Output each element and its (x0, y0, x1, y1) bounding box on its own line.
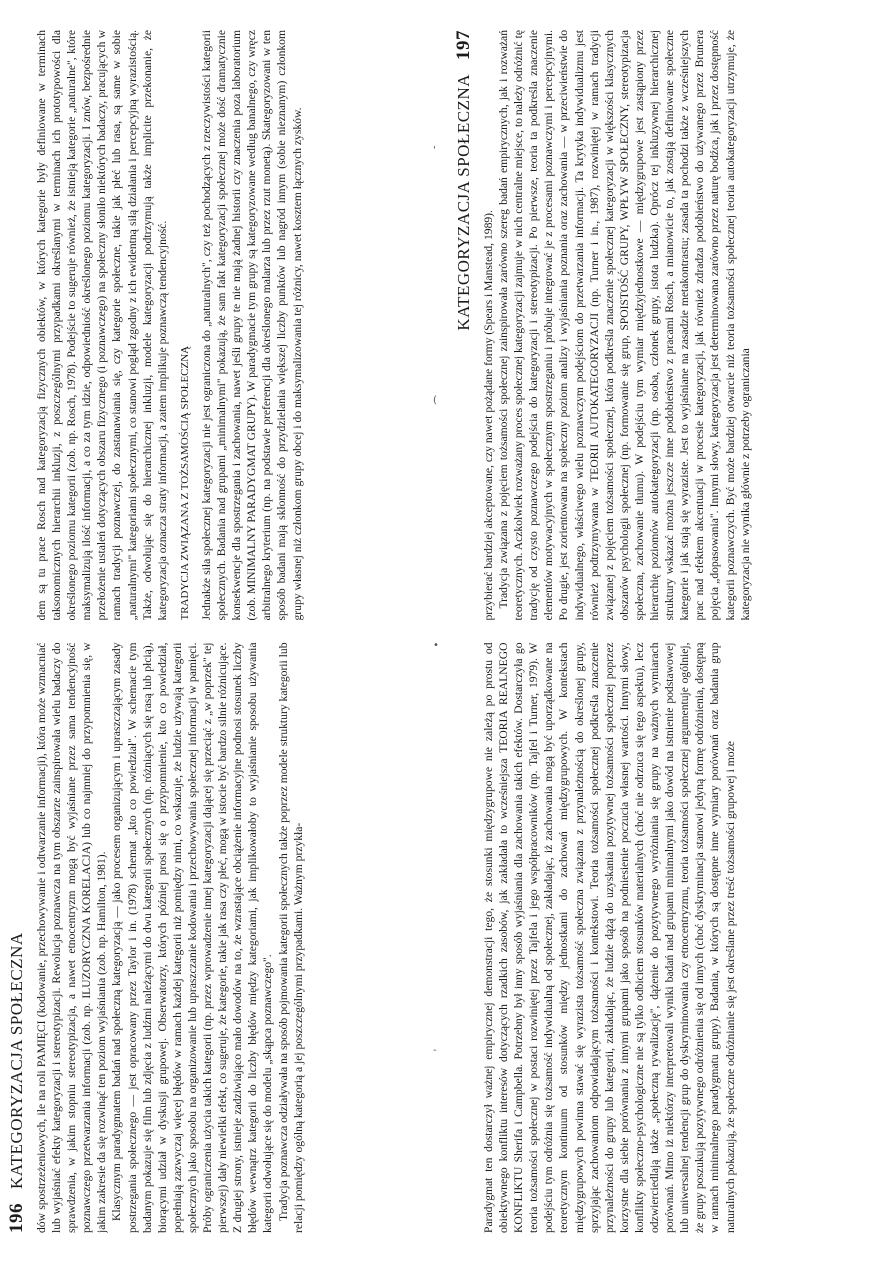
text-columns (481, 30, 885, 1233)
paragraph: Klasycznym paradygmatem badań nad społeczną kategoryzacją — jako procesem organizującym i upraszczającym zasady postrzegania społecznego — jest opracowany przez Taylor i in. (1978) schemat „kto co powiedział". W schemacie tym badanym pokazuje się film lub zdjęcia z ludźmi należącymi do dwu kategorii społecznych (np. różniących się rasą lub płcią), biorącymi udział w dyskusji grupowej. Obserwatorzy, których później prosi się o przypomnienie, kto co powiedział, popełniają zazwyczaj więcej błędów w ramach każdej kategorii niż pomiędzy nimi, co wskazuje, że ludzie używają kategorii społecznych jako sposobu na organizowanie lub upraszczanie kodowania i przechowywania społecznej informacji w pamięci. Próby ograniczenia użycia takich kategorii (np. przez wprowadzenie innej kategoryzacji dającej się przeciąć z „w poprzek" tej pierwszej) dały niewielki efekt, co sugeruje, że kategorie, takie jak rasa czy płeć, mogą w istocie być bardzo silnie różnicujące. Z drugiej strony, istnieje zadziwiająco mało dowodów na to, że wzrastające obciążenie informacyjne podnosi stosunek liczby błędów wewnątrz kategorii do liczby błędów między kategoriami, jak implikowałoby to wyjaśnianie sposobu używania kategorii odwołujące się do modelu „skąpca poznawczego". (110, 642, 275, 1233)
gutter-mark: ( (433, 395, 437, 406)
page-number: 197 (453, 30, 474, 60)
paragraph: Paradygmat ten dostarczył ważnej empirycznej demonstracji tego, że stosunki międzygrupowe nie zależą po prostu od obiektywnego konfliktu interesów dotyczących rzadkich zasobów, jak zakładała to wcześniejsza TEORIA REALNEGO KONFLIKTU Sherifa i Campbella. Potrzebny był inny sposób wyjaśniania dla zachowania takich efektów. Dostarczyła go teoria tożsamości społecznej w postaci rozwiniętej przez Tajfela i jego współpracowników (np. Tajfel i Turner, 1979). W podejściu tym odróżnia się tożsamość indywidualną od społecznej, zakładając, iż zachowania mogą być uporządkowane na teoretycznym kontinuum od stosunków między jednostkami do zachowań międzygrupowych. W kontekstach międzygrupowych powinna stawać się wyrazista tożsamość społeczna związana z przynależnością do określonej grupy, sprzyjając zachowaniom odpowiadającym tożsamości i kontekstowi. Teoria tożsamości społecznej podkreśla znaczenie przynależności do grupy lub kategorii, zakładając, że ludzie dążą do uzyskania pozytywnej tożsamości społecznej poprzez korzystne dla siebie porównania z innymi grupami jako sposób na podniesienie poczucia własnej wartości. Innymi słowy, konflikty społeczno-psychologiczne nie są tylko odbiciem stosunków materialnych (choć nie odrzuca się tego aspektu), lecz odzwierciedlają także „społeczną rywalizację", dążenie do pozytywnego wyróżniania się grupy na ważnych wymiarach porównań. Mimo iż niektórzy interpretowali wyniki badań nad grupami minimalnymi jako dowód na istnienie podstawowej lub uniwersalnej tendencji grup do dyskryminowania czy etnocentryzmu, teoria tożsamości społecznej argumentuje ogólniej, że grupy poszukują pozytywnego odróżnienia się od innych (choć dyskryminacja stanowi jedyną formę odróżnienia, dostępną w ramach minimalnego paradygmatu grupy). Badania, w których są dostępne inne wymiary porównań oraz badania grup naturalnych pokazują, że społeczne odróżnianie się jest określane przez treść tożsamości grupowej i może (482, 642, 737, 1233)
section-heading: TRADYCJA ZWIĄZANA Z TOŻSAMOŚCIĄ SPOŁECZNĄ (178, 345, 191, 621)
text-columns (34, 30, 438, 1233)
column-2 (34, 30, 438, 621)
column-1 (481, 643, 885, 1234)
paragraph: dem są tu prace Rosch nad kategoryzacją fizycznych obiektów, w których kategorie były definiowane w terminach taksonomicznych hierarchii inkluzji, z poszczególnymi przypadkami określanymi w terminach ich prototypowości dla określonego poziomu kategorii (zob. np. Rosch, 1978). Podejście to sugeruje również, że istnieją kategorie „naturalne", które maksymalizują ilość informacji, a co za tym idzie, odpowiedniość określonego poziomu kategoryzacji. I znów, bezpośrednie przełożenie ustaleń dotyczących obszaru fizycznego (i poznawczego) na społeczny słoniło niektórych badaczy, pracujących w ramach tradycji poznawczej, do zastanawiania się, czy kategorie społeczne, takie jak płeć lub rasa, są same w sobie „naturalnymi" kategoriami społecznymi, co stanowi pogląd zgodny z ich ewidentną siłą działania i percepcyjną wyrazistością. Także, odwołując się do hierarchicznej inkluzji, modele kategoryzacji podtrzymują także implicite przekonanie, że kategoryzacja oznacza straty informacji, a zatem implikuje poznawczą tendencyjność. (35, 30, 169, 621)
column-2 (481, 30, 885, 621)
gutter-mark: - (433, 1045, 437, 1056)
paragraph: dów spostrzeżeniowych, ile na roli PAMIĘCI (kodowanie, przechowywanie i odtwarzanie informacji), która może wzmacniać lub wyjaśniać efekty kategoryzacji i stereotypizacji. Rewolucja poznawcza na tym obszarze zainspirowała wielu badaczy do sprawdzenia, w jakim stopniu stereotypizacja, a nawet etnocentryzm mogą być wyjaśniane przez sama tendencyjność poznawczego przetwarzania informacji (zob. np. ILUZORYCZNA KORELACJA) lub co najmniej do przypomnienia się, w jakim zakresie da się rozwinąć ten poziom wyjaśniania (zob. np. Hamilton, 1981). (35, 642, 109, 1233)
page-197 (447, 14, 893, 1249)
gutter-mark: ' (433, 145, 436, 156)
paragraph: Tradycja związana z pojęciem tożsamości społecznej zainspirowała zarówno szereg badań empirycznych, jak i rozważań teoretycznych. Aczkolwiek rozważany proces społecznej kategoryzacji zajmuje w nich centralne miejsce, to należy odróżnić tę tradycję od czysto poznawczego podejścia do kategoryzacji i stereotypizacji. Po pierwsze, teoria ta podkreśla znaczenie elementów motywacyjnych w społecznym spostrzeganiu i próbuje integrować je z procesami poznawczymi i percepcyjnymi. Po drugie, jest zorientowana na społeczny poziom analizy i wyjaśniania poznania oraz zachowania — w przeciwieństwie do indywidualnego, właściwego wielu poznawczym podejściom do przetwarzania informacji. Ta krytyka indywidualizmu jest również podtrzymywana w TEORII AUTOKATEGORYZACJI (np. Turner i in., 1987), rozwiniętej w ramach tradycji związanej z pojęciem tożsamości społecznej, która podkreśla znaczenie społecznej kategoryzacji w większości klasycznych obszarów psychologii społecznej (np. formowanie się grup, SPOISTOŚĆ GRUPY, WPŁYW SPOŁECZNY, stereotypizacja społeczna, zachowanie tłumu). W podejściu tym wymiar międzyjednostkowe — międzygrupowe jest zastąpiony przez hierarchię poziomów autokategoryzacji (np. osoba, członek grupy, istota ludzka). Oprócz tej inkluzywnej hierarchicznej struktury wskazać można jeszcze inne podobieństwo z pracami Rosch, a mianowicie to, jak zostają definiowane społeczne kategorie i jak stają się wyraziste. Jest to wyjaśniane na zasadzie metakontrastu; zasada ta pochodzi także z wcześniejszych prac nad efektem akcentuacji w procesie kategoryzacji, jak również zdradza podobieństwo do używanego przez Brunera pojęcia „dopasowania". Innymi słowy, kategoryzacja jest determinowana zarówno przez naturę bodźca, jak i przez dostępność kategorii poznawczych. Być może bardziej otwarcie niż teoria tożsamości społecznej teoria autokategoryzacji utrzymuje, że kategoryzacja nie wynika głównie z potrzeby ograniczania (497, 30, 752, 621)
paragraph: Tradycja poznawcza odziaływała na sposób pojmowania kategorii społecznych także poprzez modele struktury kategorii lub relacji pomiędzy ogólną kategorią a jej poszczególnymi przypadkami. Ważnym przykła- (276, 642, 305, 1233)
running-head-title: KATEGORYZACJA SPOŁECZNA (454, 74, 473, 331)
paragraph: Jednakże siła społecznej kategoryzacji nie jest ograniczona do „naturalnych", czy też pochodzących z rzeczywistości kategorii społecznych. Badania nad grupami „minimalnymi" pokazują, że sam fakt kategoryzacji społecznej może dość dramatycznie konsekwencje dla spostrzegania i zachowania, nawet jeśli grupy te nie mają żadnej historii czy znaczenia poza laboratorium (zob. MINIMALNY PARADYGMAT GRUPY). W paradygmacie tym grupy są kategoryzowane według banalnego, czy wręcz arbitralnego kryterium (np. na podstawie preferencji dla określonego malarza lub przez rzut monetą). Skategoryzowani w ten sposób badani mają skłonność do przydzielania większej liczby punktów lub nagród innym (sobie nieznanym) członkom grupy własnej niż członkom grupy obcej i do maksymalizowania tej różnicy, nawet kosztem łącznych zysków. (199, 30, 304, 621)
page-number: 196 (6, 1203, 27, 1233)
running-head-right (447, 30, 481, 1233)
running-head-title: KATEGORYZACJA SPOŁECZNA (7, 932, 26, 1189)
paragraph: przybierać bardziej akceptowane, czy nawet pożądane formy (Spears i Manstead, 1989). (482, 210, 495, 621)
gutter-mark: • (433, 640, 439, 651)
running-head-left (0, 30, 34, 1233)
page-196 (0, 14, 452, 1249)
column-1 (34, 643, 438, 1234)
